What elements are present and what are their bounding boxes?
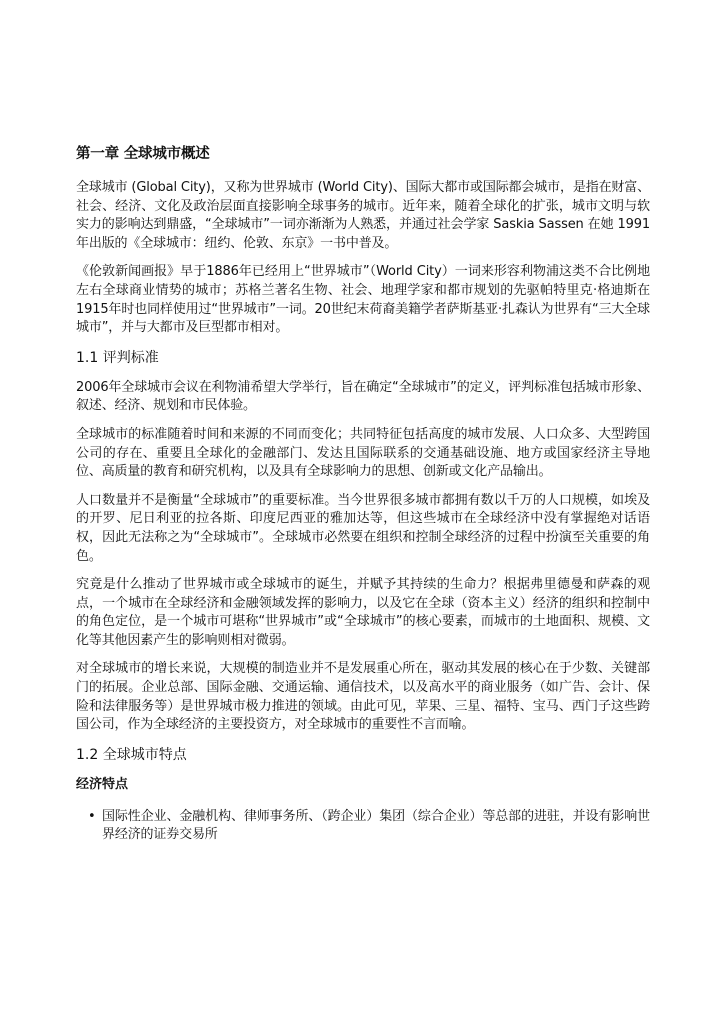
section-heading-1-1: 1.1 评判标准: [76, 349, 159, 366]
section-1-1-paragraph-5: 对全球城市的增长来说，大规模的制造业并不是发展重心所在，驱动其发展的核心在于少数、关键部门的拓展。企业总部、国际金融、交通运输、通信技术，以及高水平的商业服务（如广告、会计、保险和法律服务等）是世界城市极力推进的领域。由此可见，苹果、三星、福特、宝马、西门子这些跨国公司，作为全球经济的主要投资方，对全球城市的重要性不言而喻。: [76, 661, 650, 733]
subheading-economic-features: 经济特点: [76, 776, 129, 792]
section-1-1-paragraph-4: 究竟是什么推动了世界城市或全球城市的诞生，并赋予其持续的生命力？根据弗里德曼和萨森的观点，一个城市在全球经济和金融领域发挥的影响力，以及它在全球（资本主义）经济的组织和控制中的角色定位，是一个城市可堪称“世界城市”或“全球城市”的核心要素，而城市的土地面积、规模、文化等其他因素产生的影响则相对微弱。: [76, 577, 650, 648]
list-item: [88, 808, 650, 845]
section-heading-1-2: 1.2 全球城市特点: [76, 746, 187, 763]
document-page: [76, 143, 650, 845]
section-1-1-paragraph-3: 人口数量并不是衡量“全球城市”的重要标准。当今世界很多城市都拥有数以千万的人口规模，如埃及的开罗、尼日利亚的拉各斯、印度尼西亚的雅加达等，但这些城市在全球经济中没有掌握绝对话语权，因此无法称之为“全球城市”。全球城市必然要在组织和控制全球经济的过程中扮演至关重要的角色。: [76, 492, 650, 564]
intro-paragraph-1: 全球城市 (Global City)，又称为世界城市 (World City)、国际大都市或国际都会城市，是指在财富、社会、经济、文化及政治层面直接影响全球事务的城市。近年来，随着全球化的扩张，城市文明与软实力的影响达到鼎盛，“全球城市”一词亦渐渐为人熟悉，并通过社会学家 Saskia Sassen 在她 1991 年出版的《全球城市：纽约、伦敦、东京》一书中普及。: [76, 180, 650, 251]
chapter-title: 第一章 全球城市概述: [76, 146, 210, 162]
intro-paragraph-2: 《伦敦新闻画报》早于1886年已经用上“世界城市”（World City）一词来形容利物浦这类不合比例地左右全球商业情势的城市；苏格兰著名生物、社会、地理学家和都市规划的先驱帕特里克·格迪斯在1915年时也同样使用过“世界城市”一词。20世纪末荷裔美籍学者萨斯基亚·扎森认为世界有“三大全球城市”，并与大都市及巨型都市相对。: [76, 264, 650, 336]
section-1-1-paragraph-1: 2006年全球城市会议在利物浦希望大学举行，旨在确定“全球城市”的定义，评判标准包括城市形象、叙述、经济、规划和市民体验。: [76, 379, 650, 414]
section-1-1-paragraph-2: 全球城市的标准随着时间和来源的不同而变化；共同特征包括高度的城市发展、人口众多、大型跨国公司的存在、重要且全球化的金融部门、发达且国际联系的交通基础设施、地方或国家经济主导地位、高质量的教育和研究机构，以及具有全球影响力的思想、创新或文化产品输出。: [76, 426, 650, 480]
list-item-text: 国际性企业、金融机构、律师事务所、（跨企业）集团（综合企业）等总部的进驻，并设有影响世界经济的证券交易所: [102, 808, 650, 843]
economic-features-list: [76, 808, 650, 845]
bullet-icon: •: [88, 808, 96, 824]
